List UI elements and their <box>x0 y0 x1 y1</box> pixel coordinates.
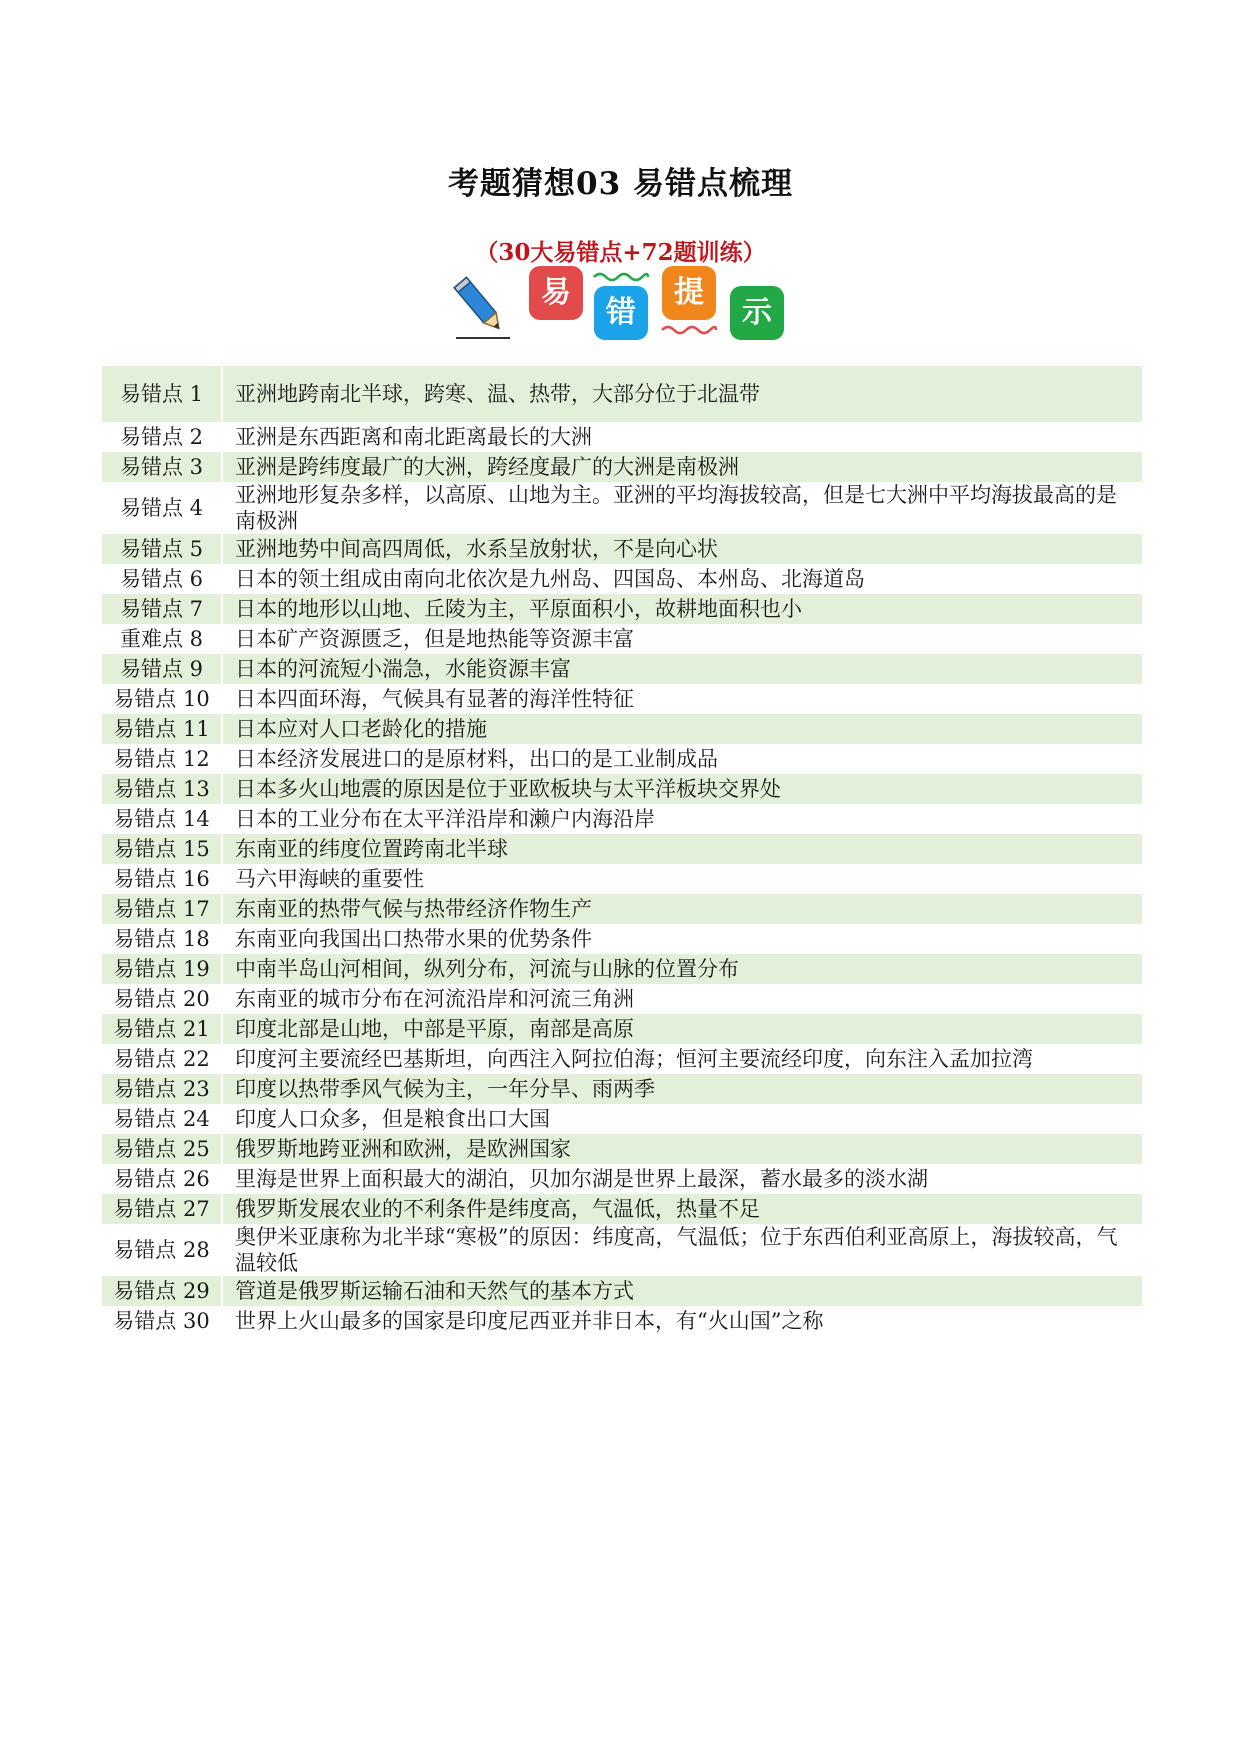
mistake-label: 易错点 13 <box>102 774 222 804</box>
mistake-text: 印度北部是山地，中部是平原，南部是高原 <box>222 1014 1142 1044</box>
mistake-text: 印度河主要流经巴基斯坦，向西注入阿拉伯海；恒河主要流经印度，向东注入孟加拉湾 <box>222 1044 1142 1074</box>
mistake-text: 日本经济发展进口的是原材料，出口的是工业制成品 <box>222 744 1142 774</box>
mistake-label: 易错点 23 <box>102 1074 222 1104</box>
table-row <box>102 744 1142 774</box>
mistake-label: 易错点 3 <box>102 452 222 482</box>
mistake-label: 易错点 1 <box>102 366 222 422</box>
page-subtitle: （30大易错点+72题训练） <box>475 239 766 266</box>
mistake-label: 易错点 22 <box>102 1044 222 1074</box>
mistake-label: 易错点 28 <box>102 1224 222 1276</box>
mistake-label: 易错点 21 <box>102 1014 222 1044</box>
table-row <box>102 564 1142 594</box>
mistake-text: 世界上火山最多的国家是印度尼西亚并非日本，有“火山国”之称 <box>222 1306 1142 1336</box>
table-row <box>102 1074 1142 1104</box>
mistake-text: 中南半岛山河相间，纵列分布，河流与山脉的位置分布 <box>222 954 1142 984</box>
mistake-text: 亚洲地势中间高四周低，水系呈放射状，不是向心状 <box>222 534 1142 564</box>
table-row <box>102 804 1142 834</box>
table-row <box>102 1224 1142 1276</box>
table-row <box>102 594 1142 624</box>
table-row <box>102 1044 1142 1074</box>
mistake-text: 俄罗斯发展农业的不利条件是纬度高，气温低，热量不足 <box>222 1194 1142 1224</box>
table-row <box>102 624 1142 654</box>
mistake-text: 日本的河流短小湍急，水能资源丰富 <box>222 654 1142 684</box>
table-row <box>102 654 1142 684</box>
mistake-text: 亚洲是跨纬度最广的大洲，跨经度最广的大洲是南极洲 <box>222 452 1142 482</box>
mistake-label: 易错点 6 <box>102 564 222 594</box>
table-row <box>102 1194 1142 1224</box>
table-row <box>102 684 1142 714</box>
mistake-text: 东南亚向我国出口热带水果的优势条件 <box>222 924 1142 954</box>
mistake-text: 日本的地形以山地、丘陵为主，平原面积小，故耕地面积也小 <box>222 594 1142 624</box>
table-row <box>102 366 1142 422</box>
mistake-label: 易错点 27 <box>102 1194 222 1224</box>
table-row <box>102 954 1142 984</box>
pencil-icon <box>452 272 514 342</box>
mistake-text: 日本应对人口老龄化的措施 <box>222 714 1142 744</box>
mistake-text: 日本的工业分布在太平洋沿岸和濑户内海沿岸 <box>222 804 1142 834</box>
table-row <box>102 1134 1142 1164</box>
mistake-text: 亚洲地形复杂多样，以高原、山地为主。亚洲的平均海拔较高，但是七大洲中平均海拔最高的是南极洲 <box>222 482 1142 534</box>
table-row <box>102 452 1142 482</box>
mistake-label: 易错点 9 <box>102 654 222 684</box>
table-row <box>102 1276 1142 1306</box>
mistake-label: 易错点 12 <box>102 744 222 774</box>
mistake-label: 易错点 16 <box>102 864 222 894</box>
mistake-label: 易错点 18 <box>102 924 222 954</box>
mistake-label: 易错点 7 <box>102 594 222 624</box>
mistake-label: 易错点 20 <box>102 984 222 1014</box>
table-row <box>102 894 1142 924</box>
mistake-label: 易错点 5 <box>102 534 222 564</box>
mistake-label: 易错点 30 <box>102 1306 222 1336</box>
table-row <box>102 864 1142 894</box>
table-row <box>102 1306 1142 1336</box>
table-row <box>102 1164 1142 1194</box>
mistake-label: 易错点 24 <box>102 1104 222 1134</box>
mistake-label: 易错点 2 <box>102 422 222 452</box>
mistake-label: 易错点 4 <box>102 482 222 534</box>
mistake-text: 日本四面环海，气候具有显著的海洋性特征 <box>222 684 1142 714</box>
table-row <box>102 984 1142 1014</box>
table-row <box>102 924 1142 954</box>
mistake-label: 易错点 29 <box>102 1276 222 1306</box>
mistake-text: 亚洲地跨南北半球，跨寒、温、热带，大部分位于北温带 <box>222 366 1142 422</box>
table-row <box>102 774 1142 804</box>
mistake-text: 俄罗斯地跨亚洲和欧洲，是欧洲国家 <box>222 1134 1142 1164</box>
table-row <box>102 1104 1142 1134</box>
banner-char-1: 易 <box>529 266 583 320</box>
table-row <box>102 834 1142 864</box>
page-title: 考题猜想03 易错点梳理 <box>448 166 793 202</box>
mistake-label: 易错点 25 <box>102 1134 222 1164</box>
table-row <box>102 482 1142 534</box>
banner-char-3: 提 <box>662 266 716 320</box>
green-wave-decoration <box>592 270 650 282</box>
mistake-label: 易错点 19 <box>102 954 222 984</box>
banner-char-2: 错 <box>594 286 648 340</box>
mistake-label: 易错点 11 <box>102 714 222 744</box>
mistake-text: 日本的领土组成由南向北依次是九州岛、四国岛、本州岛、北海道岛 <box>222 564 1142 594</box>
table-row <box>102 1014 1142 1044</box>
red-wave-decoration <box>660 324 718 336</box>
table-row <box>102 534 1142 564</box>
banner-char-4: 示 <box>730 286 784 340</box>
mistake-text: 马六甲海峡的重要性 <box>222 864 1142 894</box>
mistake-text: 印度人口众多，但是粮食出口大国 <box>222 1104 1142 1134</box>
mistake-text: 东南亚的热带气候与热带经济作物生产 <box>222 894 1142 924</box>
mistake-label: 易错点 15 <box>102 834 222 864</box>
mistake-table <box>102 366 1142 1336</box>
table-row <box>102 714 1142 744</box>
table-row <box>102 422 1142 452</box>
mistake-label: 重难点 8 <box>102 624 222 654</box>
mistake-text: 亚洲是东西距离和南北距离最长的大洲 <box>222 422 1142 452</box>
mistake-text: 日本矿产资源匮乏，但是地热能等资源丰富 <box>222 624 1142 654</box>
mistake-text: 日本多火山地震的原因是位于亚欧板块与太平洋板块交界处 <box>222 774 1142 804</box>
mistake-label: 易错点 17 <box>102 894 222 924</box>
mistake-text: 东南亚的纬度位置跨南北半球 <box>222 834 1142 864</box>
mistake-text: 管道是俄罗斯运输石油和天然气的基本方式 <box>222 1276 1142 1306</box>
mistake-text: 东南亚的城市分布在河流沿岸和河流三角洲 <box>222 984 1142 1014</box>
mistake-label: 易错点 26 <box>102 1164 222 1194</box>
mistake-label: 易错点 10 <box>102 684 222 714</box>
tips-banner <box>452 262 792 348</box>
mistake-text: 印度以热带季风气候为主，一年分旱、雨两季 <box>222 1074 1142 1104</box>
mistake-label: 易错点 14 <box>102 804 222 834</box>
mistake-text: 奥伊米亚康称为北半球“寒极”的原因：纬度高，气温低；位于东西伯利亚高原上，海拔较高，气温较低 <box>222 1224 1142 1276</box>
mistake-text: 里海是世界上面积最大的湖泊，贝加尔湖是世界上最深，蓄水最多的淡水湖 <box>222 1164 1142 1194</box>
